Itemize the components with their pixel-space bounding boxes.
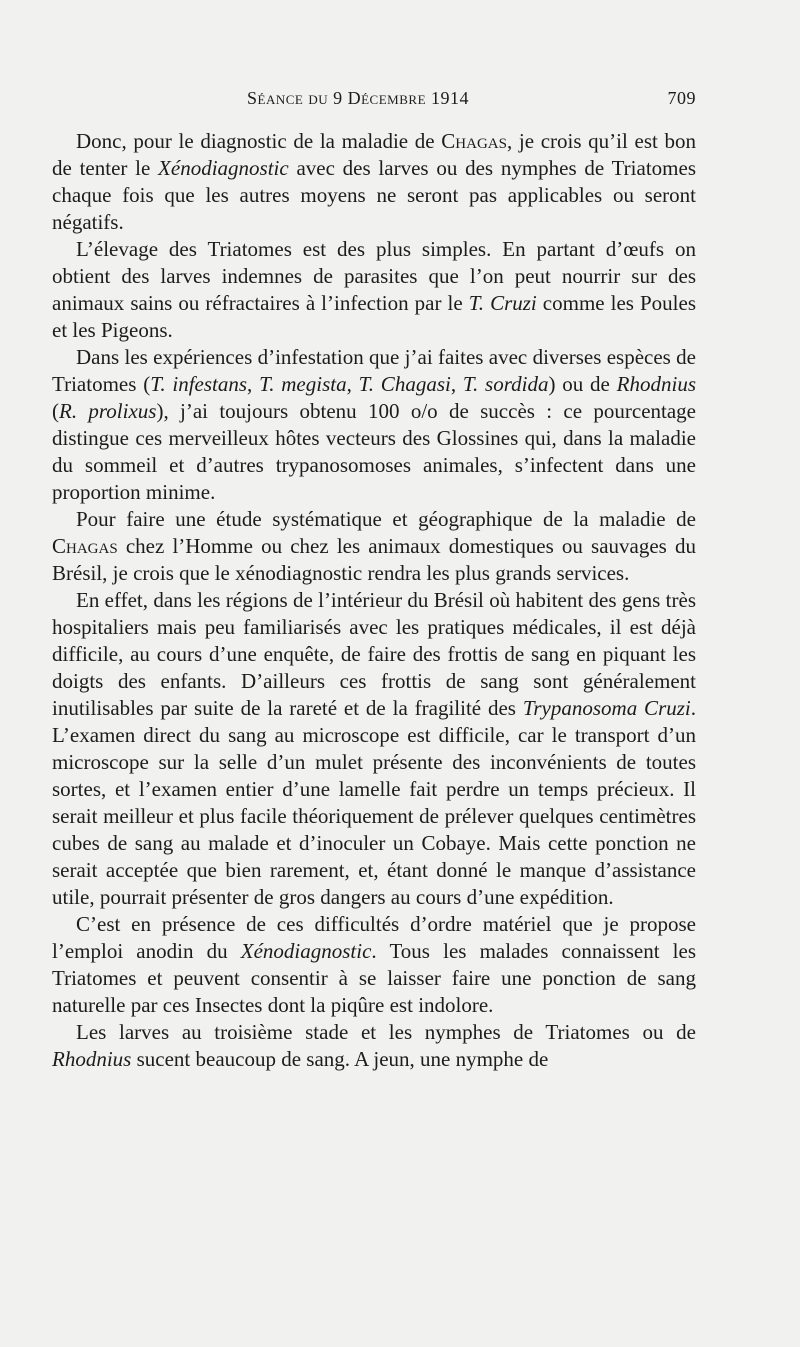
italic-text: Trypanosoma Cruzi xyxy=(522,696,691,720)
text-run: , xyxy=(247,372,260,396)
italic-text: Rhodnius xyxy=(52,1047,132,1071)
text-run: Les larves au troisième stade et les nymphes de Triatomes ou de xyxy=(76,1020,696,1044)
small-caps-name: Chagas xyxy=(52,534,118,558)
running-header xyxy=(52,88,696,114)
text-run: avec des larves ou des nymphes de Triatomes chaque fois que les autres moyens ne seront pas applicables ou seront négatifs. xyxy=(52,156,696,234)
text-run: . Tous les malades connaissent les Triatomes et peuvent consentir à se laisser faire une ponction de sang naturelle par ces Insectes dont la piqûre est indolore. xyxy=(52,939,697,1017)
page-number: 709 xyxy=(667,88,696,108)
text-run: C’est en présence de ces difficultés d’ordre matériel que je propose l’emploi anodin du xyxy=(52,912,696,963)
text-run: , je crois qu’il est bon de tenter le xyxy=(52,129,697,180)
text-run: Pour faire une étude systématique et géographique de la maladie de xyxy=(76,507,696,531)
paragraph xyxy=(52,1019,696,1073)
text-run: ( xyxy=(52,399,59,423)
text-run: . L’examen direct du sang au microscope est difficile, car le transport d’un microscope sur la selle d’un mulet présente des inconvénients de toutes sortes, et l’examen entier d’une lamelle fait perdre un temps précieux. Il serait meilleur et plus facile théoriquement de prélever quelques centimètres cubes de sang au malade et d’inoculer un Cobaye. Mais cette ponction ne serait acceptée que bien rarement, et, étant donné le manque d’assistance utile, pourrait présenter de gros dangers au cours d’une expédition. xyxy=(52,696,696,909)
text-run: ) ou de xyxy=(548,372,617,396)
italic-text: T. Chagasi xyxy=(358,372,451,396)
italic-text: T. sordida xyxy=(462,372,549,396)
small-caps-name: Chagas xyxy=(441,129,507,153)
text-run: En effet, dans les régions de l’intérieur du Brésil où habitent des gens très hospitaliers mais peu familiarisés avec les pratiques médicales, il est déjà difficile, au cours d’une enquête, de faire des frottis de sang en piquant les doigts des enfants. D’ailleurs ces frottis de sang sont généralement inutilisables par suite de la rareté et de la fragilité des xyxy=(52,588,696,720)
text-run: sucent beaucoup de sang. A jeun, une nymphe de xyxy=(131,1047,549,1071)
paragraph xyxy=(52,911,696,1019)
text-run: comme les Poules et les Pigeons. xyxy=(52,291,697,342)
text-run: Dans les expériences d’infestation que j’ai faites avec diverses espèces de Triatomes ( xyxy=(52,345,696,396)
italic-text: T. infestans xyxy=(150,372,248,396)
italic-text: T. megista xyxy=(259,372,347,396)
body-text xyxy=(52,128,696,1073)
text-run: ), j’ai toujours obtenu 100 o/o de succès : ce pourcentage distingue ces merveilleux hôtes vecteurs des Glossines qui, dans la maladie du sommeil et d’autres trypanosomoses animales, s’infectent dans une proportion minime. xyxy=(52,399,697,504)
text-run: , xyxy=(450,372,463,396)
text-run: Donc, pour le diagnostic de la maladie de xyxy=(76,129,442,153)
paragraph xyxy=(52,344,696,506)
italic-text: Xénodiagnostic xyxy=(158,156,289,180)
paragraph xyxy=(52,128,696,236)
running-title: Séance du 9 Décembre 1914 xyxy=(247,88,470,108)
italic-text: Rhodnius xyxy=(616,372,696,396)
paragraph xyxy=(52,587,696,911)
text-run: chez l’Homme ou chez les animaux domestiques ou sauvages du Brésil, je crois que le xénodiagnostic rendra les plus grands services. xyxy=(52,534,696,585)
paragraph xyxy=(52,506,696,587)
italic-text: T. Cruzi xyxy=(468,291,537,315)
italic-text: R. prolixus xyxy=(59,399,157,423)
paragraph xyxy=(52,236,696,344)
italic-text: Xénodiagnostic xyxy=(240,939,372,963)
text-run: , xyxy=(346,372,359,396)
text-run: L’élevage des Triatomes est des plus simples. En partant d’œufs on obtient des larves indemnes de parasites que l’on peut nourrir sur des animaux sains ou réfractaires à l’infection par le xyxy=(52,237,696,315)
